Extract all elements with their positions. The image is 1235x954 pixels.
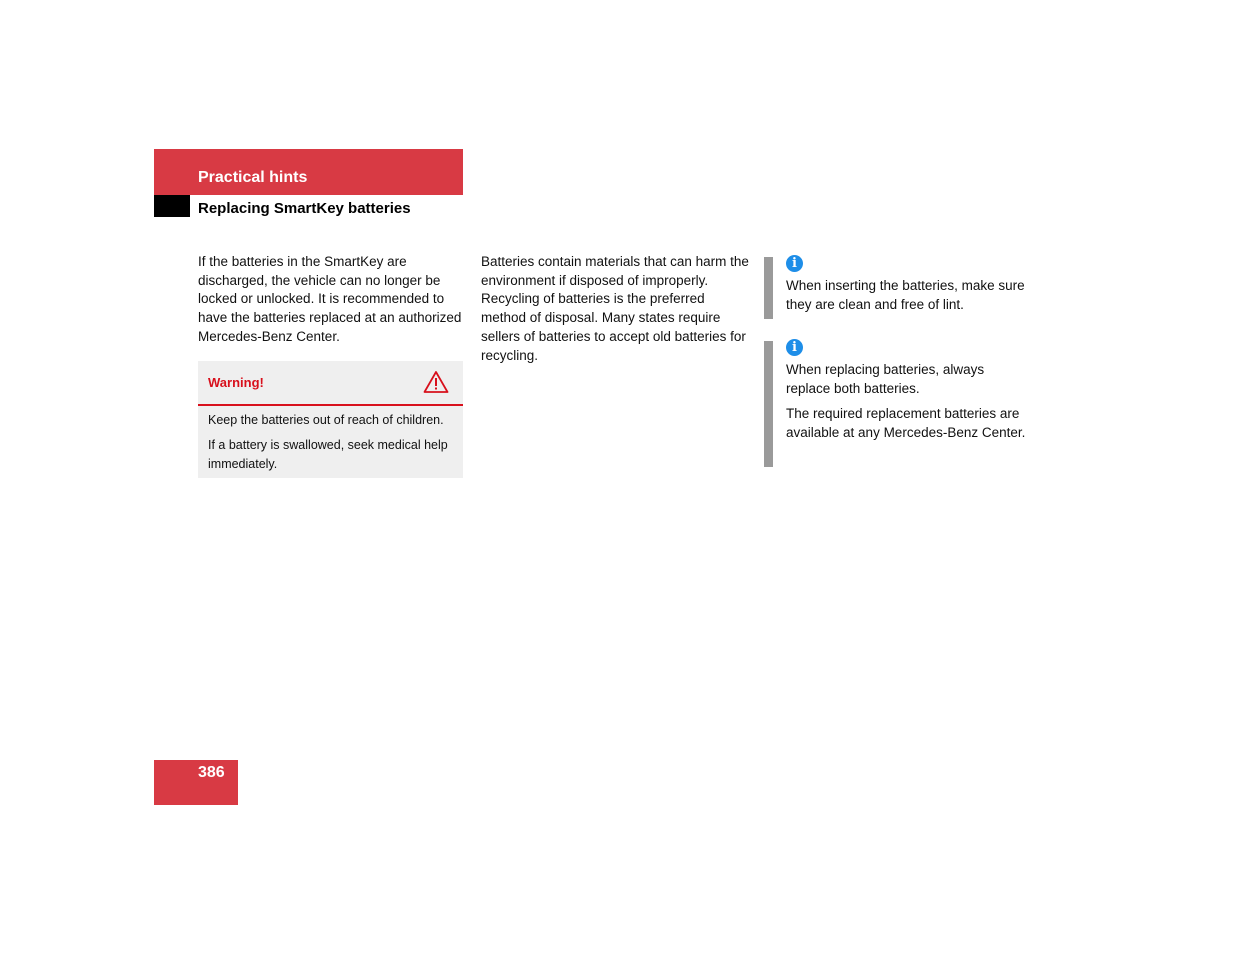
- note-text: When inserting the batteries, make sure they are clean and free of lint.: [786, 278, 1025, 312]
- warning-line: If a battery is swallowed, seek medical help immediately.: [208, 438, 448, 471]
- recycling-paragraph: Batteries contain materials that can harm the environment if disposed of improperly. Recycling of batteries is the preferred method of disposal. Many states require sellers of batteries to accept old batteries for recycling.: [481, 254, 749, 363]
- info-note: [786, 339, 1031, 450]
- warning-box: [198, 361, 463, 478]
- note-text: When replacing batteries, always replace both batteries.: [786, 362, 985, 396]
- warning-title: Warning!: [208, 375, 264, 390]
- note-side-bar: [764, 341, 773, 467]
- info-note: [786, 255, 1031, 321]
- intro-paragraph: If the batteries in the SmartKey are discharged, the vehicle can no longer be locked or unlocked. It is recommended to have the batteries replaced at an authorized Mercedes-Benz Center.: [198, 254, 462, 344]
- warning-line: Keep the batteries out of reach of children.: [208, 413, 444, 427]
- info-icon: i: [786, 255, 803, 272]
- warning-body: [198, 406, 463, 474]
- info-icon: i: [786, 339, 803, 356]
- page-number: 386: [198, 764, 225, 781]
- subsection-marker: [154, 195, 190, 217]
- page-number-box: [154, 760, 238, 805]
- warning-triangle-icon: [423, 370, 449, 394]
- subsection-title: Replacing SmartKey batteries: [198, 200, 411, 217]
- warning-header: [198, 361, 463, 406]
- note-text: The required replacement batteries are available at any Mercedes-Benz Center.: [786, 406, 1026, 441]
- section-title: Practical hints: [198, 169, 308, 186]
- note-side-bar: [764, 257, 773, 319]
